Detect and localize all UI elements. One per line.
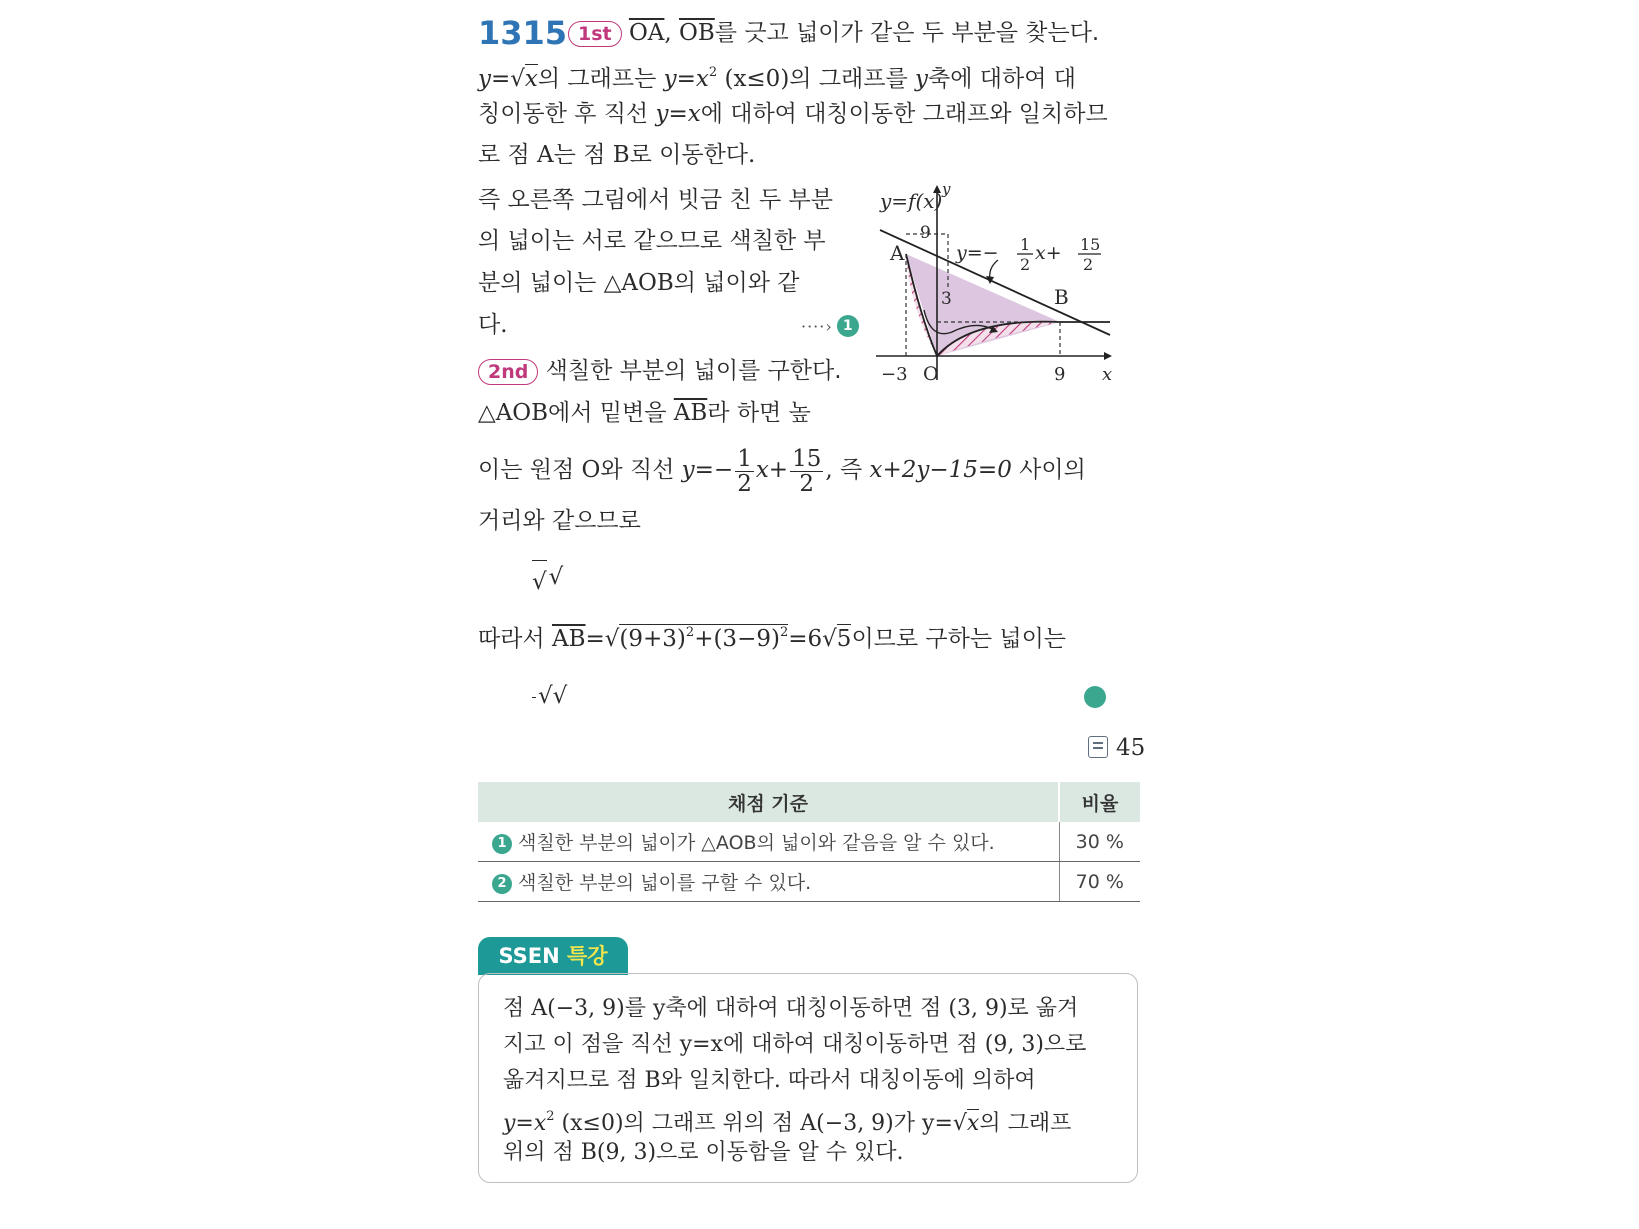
point-b-label: B bbox=[1054, 285, 1069, 309]
tick-9-x: 9 bbox=[1054, 364, 1066, 385]
rubric-table bbox=[478, 782, 1140, 902]
distance-equation: √ √ bbox=[530, 548, 563, 606]
ssen-line1: 점 A(−3, 9)를 y축에 대하여 대칭이동하면 점 (3, 9)로 옮겨 bbox=[503, 996, 1079, 1021]
para1-line2: 칭이동한 후 직선 y=x에 대하여 대칭이동한 그래프와 일치하므 bbox=[478, 101, 1108, 127]
segment-oa: $\overline{OA}$ bbox=[628, 20, 665, 46]
answer-icon bbox=[1088, 736, 1108, 758]
graph bbox=[876, 180, 1138, 385]
row-ratio: 70 % bbox=[1059, 862, 1140, 902]
row-text: 색칠한 부분의 넓이를 구할 수 있다. bbox=[518, 872, 812, 894]
svg-text:1: 1 bbox=[1020, 235, 1031, 254]
answer bbox=[1088, 733, 1145, 763]
step1-title: 를 긋고 넓이가 같은 두 부분을 찾는다. bbox=[714, 20, 1100, 46]
marker-2 bbox=[1084, 686, 1106, 708]
segment-ob: $\overline{OB}$ bbox=[679, 20, 715, 46]
tick-9-y: 9 bbox=[920, 223, 931, 243]
ssen-tab: SSEN 특강 bbox=[478, 937, 628, 975]
row-marker: 2 bbox=[492, 874, 512, 894]
problem-number: 1315 bbox=[478, 14, 568, 52]
para3-line3: 거리와 같으므로 bbox=[478, 508, 641, 534]
step1-badge: 1st bbox=[568, 21, 622, 47]
row-ratio: 30 % bbox=[1059, 822, 1140, 862]
para1-line1: y=√x의 그래프는 $y=x^2$ (x≤0)의 그래프를 y축에 대하여 대 bbox=[478, 65, 1076, 92]
point-a-label: A bbox=[890, 241, 905, 265]
step2-heading bbox=[478, 356, 842, 386]
ssen-line4: $y=x^2$ (x≤0)의 그래프 위의 점 A(−3, 9)가 y=√x의 그래프 bbox=[503, 1109, 1072, 1136]
x-axis-label: x bbox=[1102, 364, 1113, 385]
svg-text:15: 15 bbox=[1080, 235, 1101, 254]
svg-text:y=−: y=− bbox=[956, 242, 999, 264]
rubric-header bbox=[478, 782, 1140, 822]
svg-text:2: 2 bbox=[1020, 255, 1031, 274]
header-ratio: 비율 bbox=[1059, 782, 1140, 822]
header-criteria: 채점 기준 bbox=[478, 782, 1059, 822]
curve-label: y=f(x) bbox=[880, 189, 943, 213]
para2-line3: 분의 넓이는 △AOB의 넓이와 같 bbox=[478, 270, 800, 296]
para2-line2: 의 넓이는 서로 같으므로 색칠한 부 bbox=[478, 228, 826, 254]
tick-neg3: −3 bbox=[881, 364, 908, 385]
para1-line3: 로 점 A는 점 B로 이동한다. bbox=[478, 142, 756, 168]
marker-1: 1 bbox=[837, 315, 859, 337]
step2-title: 색칠한 부분의 넓이를 구한다. bbox=[545, 358, 842, 384]
table-row bbox=[478, 862, 1140, 902]
para3-line2: 이는 원점 O와 직선 y=− $\frac{1}{2}$ x+ $\frac{15}{2}$ , 즉 x+2y−15=0 사이의 bbox=[478, 445, 1086, 497]
svg-text:2: 2 bbox=[1083, 255, 1094, 274]
step1-heading: 1st $\overline{OA}$, $\overline{OB}$를 긋고 넓이가 같은 두 부분을 찾는다. bbox=[568, 18, 1099, 48]
line-label bbox=[955, 235, 1101, 274]
para2-line4: 다. bbox=[478, 312, 508, 338]
para3-line1: △AOB에서 밑변을 $\overline{AB}$라 하면 높 bbox=[478, 400, 811, 426]
y-axis-label: y bbox=[942, 180, 951, 198]
step2-badge: 2nd bbox=[478, 359, 538, 385]
ssen-line3: 옮겨지므로 점 B와 일치한다. 따라서 대칭이동에 의하여 bbox=[503, 1068, 1036, 1093]
ssen-box bbox=[478, 973, 1138, 1183]
tick-3-y: 3 bbox=[941, 289, 952, 309]
ssen-line2: 지고 이 점을 직선 y=x에 대하여 대칭이동하면 점 (9, 3)으로 bbox=[503, 1032, 1087, 1057]
marker-1-ref: ····› 1 bbox=[801, 310, 859, 342]
answer-value: 45 bbox=[1116, 735, 1146, 761]
para2-line1: 즉 오른쪽 그림에서 빗금 친 두 부분 bbox=[478, 187, 833, 213]
row-text: 색칠한 부분의 넓이가 △AOB의 넓이와 같음을 알 수 있다. bbox=[518, 832, 995, 854]
solution-page bbox=[478, 0, 1146, 1229]
para4-line: 따라서 $\overline{AB}=√(9+3)^2+(3-9)^2=6√5$이므로 구하는 넓이는 bbox=[478, 625, 1067, 652]
x-axis-arrow bbox=[1104, 352, 1112, 360]
table-row bbox=[478, 822, 1140, 862]
ssen-line5: 위의 점 B(9, 3)으로 이동함을 알 수 있다. bbox=[503, 1140, 904, 1165]
origin-label: O bbox=[923, 363, 939, 385]
marker-2-ref bbox=[1080, 681, 1106, 713]
area-equation: √√ bbox=[530, 668, 567, 724]
row-marker: 1 bbox=[492, 834, 512, 854]
svg-text:x+: x+ bbox=[1035, 242, 1062, 264]
